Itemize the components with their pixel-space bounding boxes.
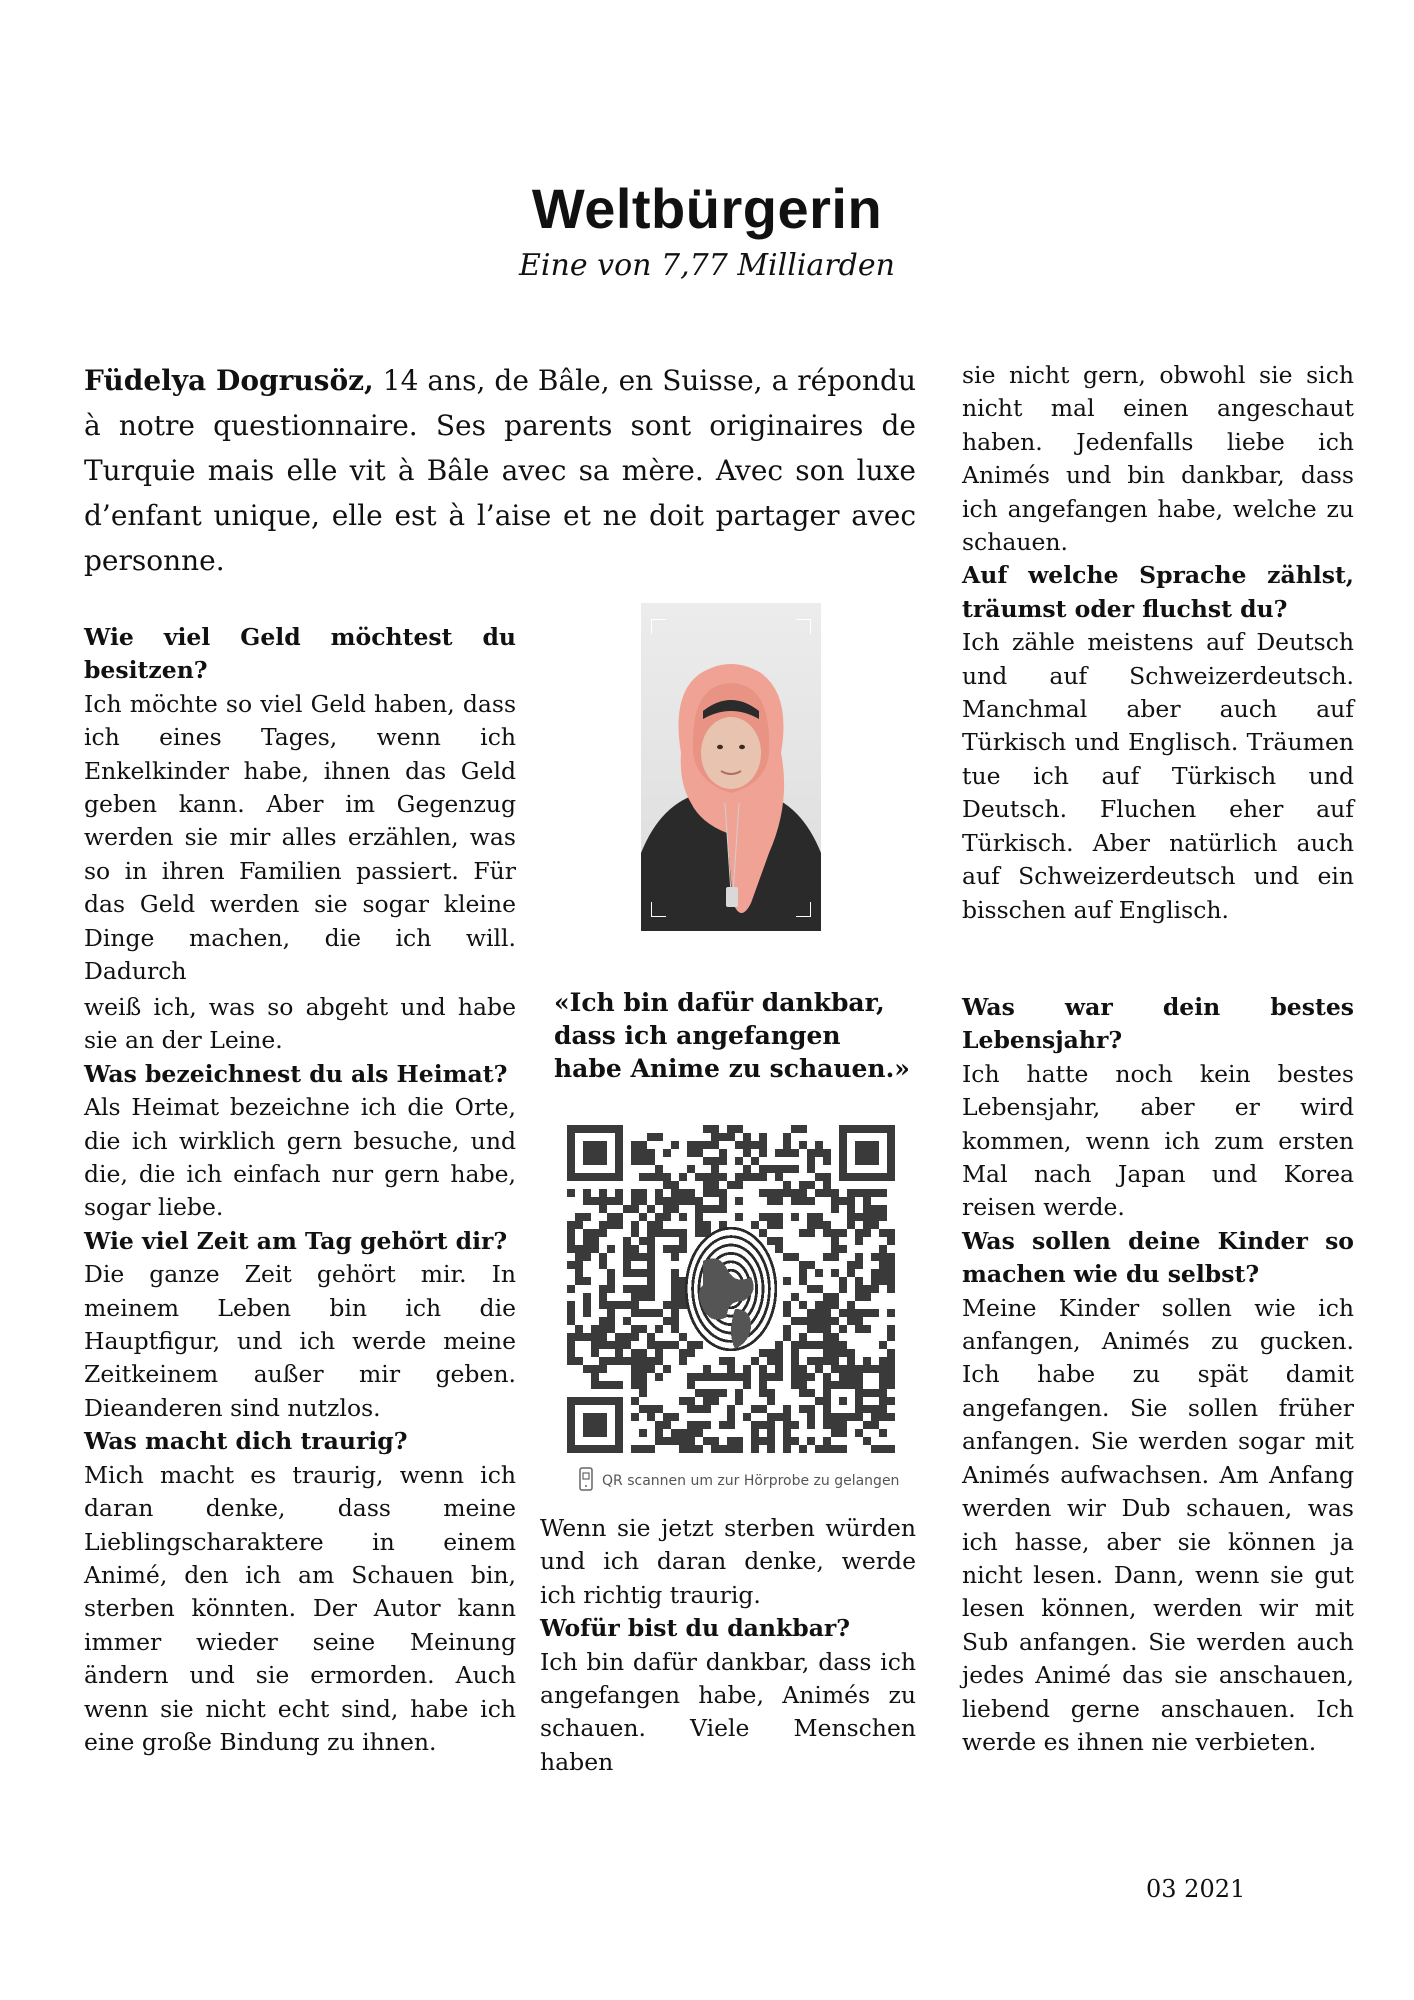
- question-heading: Wofür bist du dankbar?: [540, 1614, 851, 1643]
- question-heading: Was bezeichnest du als Heimat?: [84, 1059, 508, 1088]
- answer-paragraph: Die ganze Zeit gehört mir. In meinem Leben bin ich die Hauptfigur, und ich werde meine Zeitkeinem außer mir geben. Dieanderen sind nutzlos.: [84, 1260, 516, 1422]
- column-3-top: [962, 359, 1354, 927]
- column-2-bottom: [540, 1512, 916, 1779]
- qr-code-graphic: [567, 1125, 895, 1453]
- page-subtitle: Eine von 7,77 Milliarden: [519, 248, 895, 283]
- intro-text: 14 ans, de Bâle, en Suisse, a répondu à notre questionnaire. Ses parents sont originaires de Turquie mais elle vit à Bâle avec sa mère. Avec son luxe d’enfant unique, elle est à l’aise et ne doit partager avec personne.: [84, 364, 917, 577]
- page-title: Weltbürgerin: [531, 177, 883, 240]
- question-heading: Auf welche Sprache zählst, träumst oder fluchst du?: [962, 561, 1354, 623]
- column-3-bottom: [962, 991, 1354, 1759]
- phone-scan-icon: [578, 1467, 594, 1495]
- portrait-illustration: [641, 603, 821, 931]
- column-1-bottom: [84, 991, 516, 1759]
- portrait-photo: [641, 603, 821, 931]
- qr-code[interactable]: [567, 1125, 895, 1453]
- answer-paragraph: Ich zähle meistens auf Deutsch und auf Schweizerdeutsch. Manchmal aber auch auf Türkisch und Englisch. Träumen tue ich auf Türkisch und Deutsch. Fluchen eher auf Türkisch. Aber natürlich auch auf Schweizerdeutsch und ein bisschen auf Englisch.: [962, 628, 1354, 924]
- answer-paragraph: Wenn sie jetzt sterben würden und ich daran denke, werde ich richtig traurig.: [540, 1514, 916, 1609]
- intro-paragraph: [84, 358, 916, 583]
- question-heading: Wie viel Zeit am Tag gehört dir?: [84, 1226, 508, 1255]
- pull-quote: «Ich bin dafür dankbar, dass ich angefangen habe Anime zu schauen.»: [554, 988, 910, 1083]
- answer-paragraph: weiß ich, was so abgeht und habe sie an der Leine.: [84, 993, 516, 1055]
- answer-paragraph: sie nicht gern, obwohl sie sich nicht mal einen angeschaut haben. Jedenfalls liebe ich Animés und bin dankbar, dass ich angefangen habe, welche zu schauen.: [962, 361, 1354, 557]
- answer-paragraph: Als Heimat bezeichne ich die Orte, die ich wirklich gern besuche, und die, die ich einfach nur gern habe, sogar liebe.: [84, 1093, 516, 1222]
- answer-paragraph: Meine Kinder sollen wie ich anfangen, Animés zu gucken. Ich habe zu spät damit angefangen. Sie sollen früher anfangen. Sie werden sogar mit Animés aufwachsen. Am Anfang werden wir Dub schauen, was ich hasse, aber sie können ja nicht lesen. Dann, wenn sie gut lesen können, werden wir mit Sub anfangen. Sie werden auch jedes Animé das sie anschauen, liebend gerne anschauen. Ich werde es ihnen nie verbieten.: [962, 1293, 1354, 1756]
- issue-number: 03 2021: [1146, 1875, 1246, 1903]
- question-heading: Was sollen deine Kinder so machen wie du selbst?: [962, 1226, 1354, 1289]
- question-heading: Was war dein bestes Lebensjahr?: [962, 993, 1354, 1055]
- answer-paragraph: Mich macht es traurig, wenn ich daran denke, dass meine Lieblingscharaktere in einem Animé, den ich am Schauen bin, sterben könnten. Der Autor kann immer wieder seine Meinung ändern und sie ermorden. Auch wenn sie nicht echt sind, habe ich eine große Bindung zu ihnen.: [84, 1460, 516, 1756]
- intro-name: Füdelya Dogrusöz,: [84, 364, 374, 397]
- qr-caption: [578, 1467, 918, 1495]
- answer-paragraph: Ich möchte so viel Geld haben, dass ich eines Tages, wenn ich Enkelkinder habe, ihnen das Geld geben kann. Aber im Gegenzug werden sie mir alles erzählen, was so in ihren Familien passiert. Für das Geld werden sie sogar kleine Dinge machen, die ich will. Dadurch: [84, 689, 516, 986]
- question-heading: Wie viel Geld möchtest du besitzen?: [84, 623, 516, 685]
- answer-paragraph: Ich hatte noch kein bestes Lebensjahr, aber er wird kommen, wenn ich zum ersten Mal nach Japan und Korea reisen werde.: [962, 1059, 1354, 1222]
- answer-paragraph: Ich bin dafür dankbar, dass ich angefangen habe, Animés zu schauen. Viele Menschen haben: [540, 1647, 916, 1776]
- qr-caption-text: QR scannen um zur Hörprobe zu gelangen: [602, 1473, 900, 1489]
- column-1-top: [84, 621, 516, 988]
- question-heading: Was macht dich traurig?: [84, 1427, 408, 1456]
